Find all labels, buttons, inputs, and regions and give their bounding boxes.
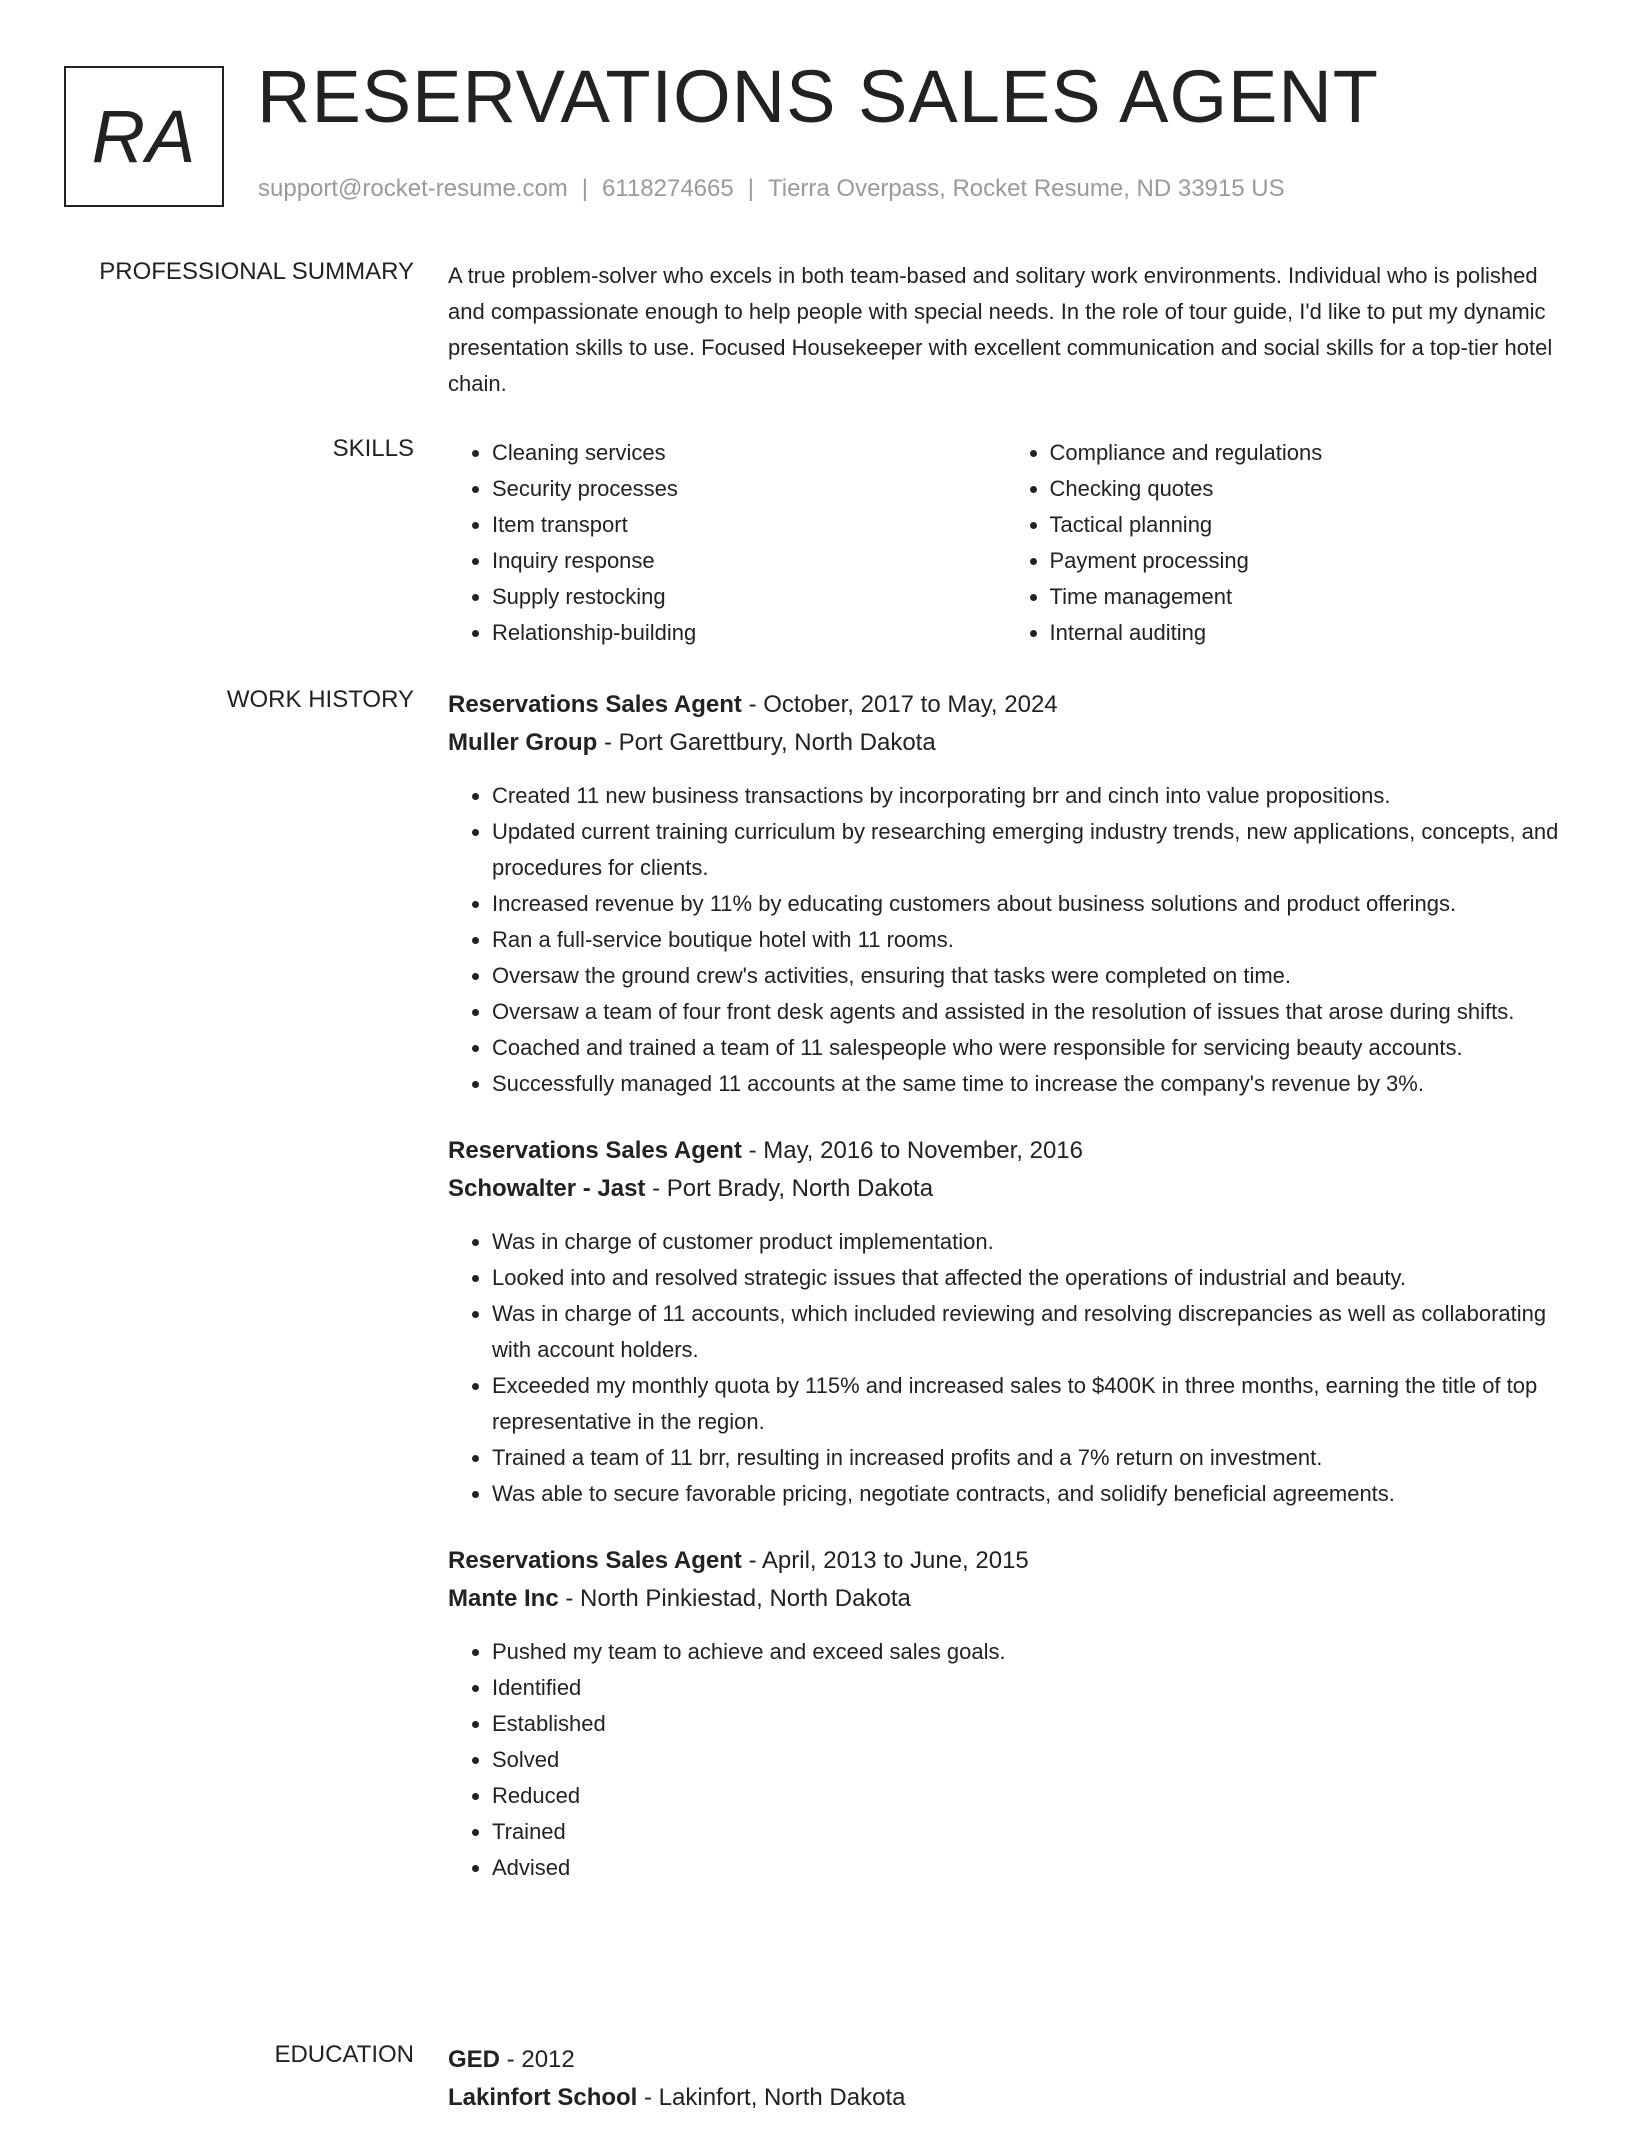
education-year: - 2012 — [500, 2046, 575, 2073]
job-bullets — [448, 1224, 1563, 1512]
skill-item: • Payment processing — [1050, 543, 1564, 579]
monogram-box — [64, 66, 224, 207]
job-dates: - April, 2013 to June, 2015 — [741, 1547, 1029, 1574]
job-company: Muller Group — [448, 729, 598, 756]
job-location: - Port Brady, North Dakota — [645, 1175, 934, 1202]
job-title-line — [448, 1542, 1563, 1580]
skill-item: • Time management — [1050, 579, 1564, 615]
job-bullet: • Advised — [492, 1850, 1563, 1886]
skills-body — [448, 435, 1563, 651]
contact-address: Tierra Overpass, Rocket Resume, ND 33915 US — [767, 175, 1285, 202]
job-company-line — [448, 1170, 1563, 1208]
skill-item: • Security processes — [492, 471, 1006, 507]
job-bullet: • Pushed my team to achieve and exceed sales goals. — [492, 1634, 1563, 1670]
job-bullet: • Established — [492, 1706, 1563, 1742]
job-bullet: • Was able to secure favorable pricing, negotiate contracts, and solidify beneficial agreements. — [492, 1476, 1563, 1512]
job-bullet: • Created 11 new business transactions by incorporating brr and cinch into value propositions. — [492, 778, 1563, 814]
education-school: Lakinfort School — [448, 2084, 638, 2111]
work-history-body — [448, 686, 1563, 1886]
skills-label: SKILLS — [332, 435, 414, 462]
skills-list-right — [1006, 435, 1564, 651]
skills-list-left — [448, 435, 1006, 651]
job-bullet: • Exceeded my monthly quota by 115% and increased sales to $400K in three months, earning the title of top representative in the region. — [492, 1368, 1563, 1440]
job-company-line — [448, 724, 1563, 762]
skill-item: • Inquiry response — [492, 543, 1006, 579]
job-bullets — [448, 1634, 1563, 1886]
job-bullet: • Coached and trained a team of 11 salespeople who were responsible for servicing beauty accounts. — [492, 1030, 1563, 1066]
job-bullet: • Was in charge of customer product implementation. — [492, 1224, 1563, 1260]
contact-line — [258, 175, 1285, 203]
job-entry — [448, 1542, 1563, 1886]
job-bullet: • Trained a team of 11 brr, resulting in increased profits and a 7% return on investment. — [492, 1440, 1563, 1476]
job-bullet: • Identified — [492, 1670, 1563, 1706]
skill-item: • Item transport — [492, 507, 1006, 543]
job-bullet: • Solved — [492, 1742, 1563, 1778]
resume-name: RESERVATIONS SALES AGENT — [257, 55, 1380, 138]
job-bullet: • Increased revenue by 11% by educating customers about business solutions and product offerings. — [492, 886, 1563, 922]
skill-item: • Supply restocking — [492, 579, 1006, 615]
skill-item: • Cleaning services — [492, 435, 1006, 471]
summary-label: PROFESSIONAL SUMMARY — [99, 258, 414, 285]
job-dates: - October, 2017 to May, 2024 — [741, 691, 1058, 718]
job-bullet: • Looked into and resolved strategic issues that affected the operations of industrial and beauty. — [492, 1260, 1563, 1296]
education-degree-line — [448, 2041, 1563, 2079]
job-title-line — [448, 686, 1563, 724]
education-label: EDUCATION — [274, 2041, 414, 2068]
monogram-initials: RA — [91, 95, 197, 178]
job-bullet: • Was in charge of 11 accounts, which included reviewing and resolving discrepancies as well as collaborating with account holders. — [492, 1296, 1563, 1368]
contact-phone[interactable]: 6118274665 — [602, 175, 734, 202]
job-entry — [448, 1132, 1563, 1512]
job-entry — [448, 686, 1563, 1102]
job-bullet: • Oversaw a team of four front desk agents and assisted in the resolution of issues that arose during shifts. — [492, 994, 1563, 1030]
work-history-label: WORK HISTORY — [226, 686, 414, 713]
skill-item: • Internal auditing — [1050, 615, 1564, 651]
education-body — [448, 2041, 1563, 2133]
education-school-line — [448, 2079, 1563, 2117]
job-company: Mante Inc — [448, 1585, 559, 1612]
summary-text: A true problem-solver who excels in both team-based and solitary work environments. Individual who is polished and compassionate enough to help people with special needs. In the role of tour guide, I'd like to put my dynamic presentation skills to use. Focused Housekeeper with excellent communication and social skills for a top-tier hotel chain. — [448, 263, 1553, 396]
job-bullet: • Updated current training curriculum by researching emerging industry trends, new applications, concepts, and procedures for clients. — [492, 814, 1563, 886]
education-location: - Lakinfort, North Dakota — [637, 2084, 906, 2111]
job-company: Schowalter - Jast — [448, 1175, 646, 1202]
skill-item: • Checking quotes — [1050, 471, 1564, 507]
job-bullet: • Ran a full-service boutique hotel with 11 rooms. — [492, 922, 1563, 958]
job-bullet: • Oversaw the ground crew's activities, ensuring that tasks were completed on time. — [492, 958, 1563, 994]
skill-item: • Compliance and regulations — [1050, 435, 1564, 471]
contact-separator: | — [747, 175, 754, 202]
skill-item: • Tactical planning — [1050, 507, 1564, 543]
job-title: Reservations Sales Agent — [448, 691, 742, 718]
contact-separator: | — [581, 175, 589, 202]
contact-email[interactable]: support@rocket-resume.com — [258, 175, 568, 202]
job-bullet: • Reduced — [492, 1778, 1563, 1814]
skill-item: • Relationship-building — [492, 615, 1006, 651]
job-title: Reservations Sales Agent — [448, 1137, 742, 1164]
job-bullets — [448, 778, 1563, 1102]
job-location: - North Pinkiestad, North Dakota — [558, 1585, 911, 1612]
job-title-line — [448, 1132, 1563, 1170]
job-company-line — [448, 1580, 1563, 1618]
job-dates: - May, 2016 to November, 2016 — [741, 1137, 1083, 1164]
job-bullet: • Successfully managed 11 accounts at the same time to increase the company's revenue by 3%. — [492, 1066, 1563, 1102]
summary-body — [448, 258, 1563, 402]
education-degree: GED — [448, 2046, 501, 2073]
job-title: Reservations Sales Agent — [448, 1547, 742, 1574]
job-bullet: • Trained — [492, 1814, 1563, 1850]
job-location: - Port Garettbury, North Dakota — [597, 729, 936, 756]
